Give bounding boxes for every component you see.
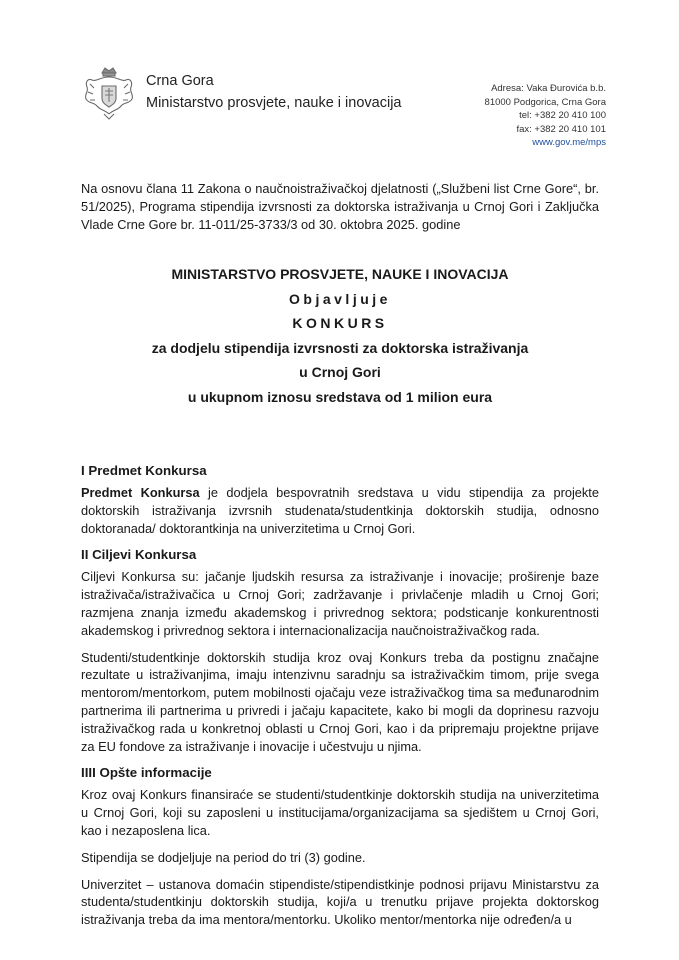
ministry-name: Ministarstvo prosvjete, nauke i inovacija [146,95,402,111]
website-link[interactable]: www.gov.me/mps [532,137,606,148]
contact-address-block [485,82,606,150]
section-3-paragraph-2: Stipendija se dodjeljuje na period do tri (3) godine. [81,849,366,865]
montenegro-coat-of-arms-icon [80,64,138,122]
phone-number: tel: +382 20 410 100 [519,110,606,121]
section-1-heading: I Predmet Konkursa [81,463,207,478]
ministry-logo-text [146,70,401,114]
announces-label: Objavljuje [289,290,391,307]
konkurs-subtitle-line-3: u ukupnom iznosu sredstava od 1 milion eura [187,388,493,405]
address-line-2: 81000 Podgorica, Crna Gora [484,96,606,108]
fax-number: fax: +382 20 410 101 [516,123,606,135]
document-body [81,462,599,938]
section-3-heading: IIII Opšte informacije [81,765,212,781]
section-1-paragraph [81,484,599,537]
konkurs-subtitle-line-2: u Crnoj Gori [299,364,381,380]
announcement-heading [81,262,599,409]
section-2-heading: II Ciljevi Konkursa [81,547,197,563]
section-1-lead: Predmet Konkursa [81,485,200,500]
country-name: Crna Gora [146,73,214,89]
ministry-title: MINISTARSTVO PROSVJETE, NAUKE I INOVACIJA [171,266,509,282]
address-line-1: Adresa: Vaka Đurovića b.b. [491,83,606,94]
section-2-paragraph-1: Ciljevi Konkursa su: jačanje ljudskih resursa za istraživanje i inovacije; proširenje baze istraživača/istraživačica u Crnoj Gori; zadržavanje i privlačenje mladih u Crnoj Gori; razmjena znanja između akademskog i privrednog sektora; podsticanje konkurentnosti akademskog i privrednog sektora i internacionalizacija naučnoistraživačkog rada. [81,569,599,638]
konkurs-title: KONKURS [292,315,388,331]
konkurs-subtitle-line-1: za dodjelu stipendija izvrsnosti za doktorska istraživanja [151,339,529,356]
section-3-paragraph-3: Univerzitet – ustanova domaćin stipendiste/stipendistkinje podnosi prijavu Ministarstvu za studenta/studentkinju doktorskih studija, koji/a u trenutku prijave projekta doktorskog istraživanja treba da ima mentora/mentorku. Ukoliko mentor/mentorka nije određen/a u [81,876,599,928]
section-1-text: je dodjela bespovratnih sredstava u vidu stipendija za projekte doktorskih istraživanja izvrsnih studenata/studentkinja doktorskih studija, odnosno doktoranada/ doktorantkinja na univerzitetima u Crnoj Gori. [81,485,599,536]
section-2-paragraph-2: Studenti/studentkinje doktorskih studija kroz ovaj Konkurs treba da postignu značajne rezultate u istraživanjima, imaju intenzivnu saradnju sa istraživačkim timom, prije svega mentorom/mentorkom, putem mobilnosti ojačaju veze istraživačkog tima sa međunarodnim partnerima ili partnerima u privredi i jačaju kapacitete, kako bi mogli da doprinesu razvoju istraživačkog rada u konkretnoj oblasti u Crnoj Gori, kao i da pripremaju projektne prijave za EU fondove za istraživanje i inovacije i učestvuju u njima. [81,649,599,754]
legal-basis-intro: Na osnovu člana 11 Zakona o naučnoistraživačkoj djelatnosti („Službeni list Crne Gore“, br. 51/2025), Programa stipendija izvrsnosti za doktorska istraživanja u Crnoj Gori i Zaključka Vlade Crne Gore br. 11-011/25-3733/3 od 30. oktobra 2025. godine [81,181,599,232]
section-3-paragraph-1: Kroz ovaj Konkurs finansiraće se studenti/studentkinje doktorskih studija na univerzitetima u Crnoj Gori, koji su zaposleni u institucijama/organizacijama sa sjedištem u Crnoj Gori, kao i nezaposlena lica. [81,787,599,838]
